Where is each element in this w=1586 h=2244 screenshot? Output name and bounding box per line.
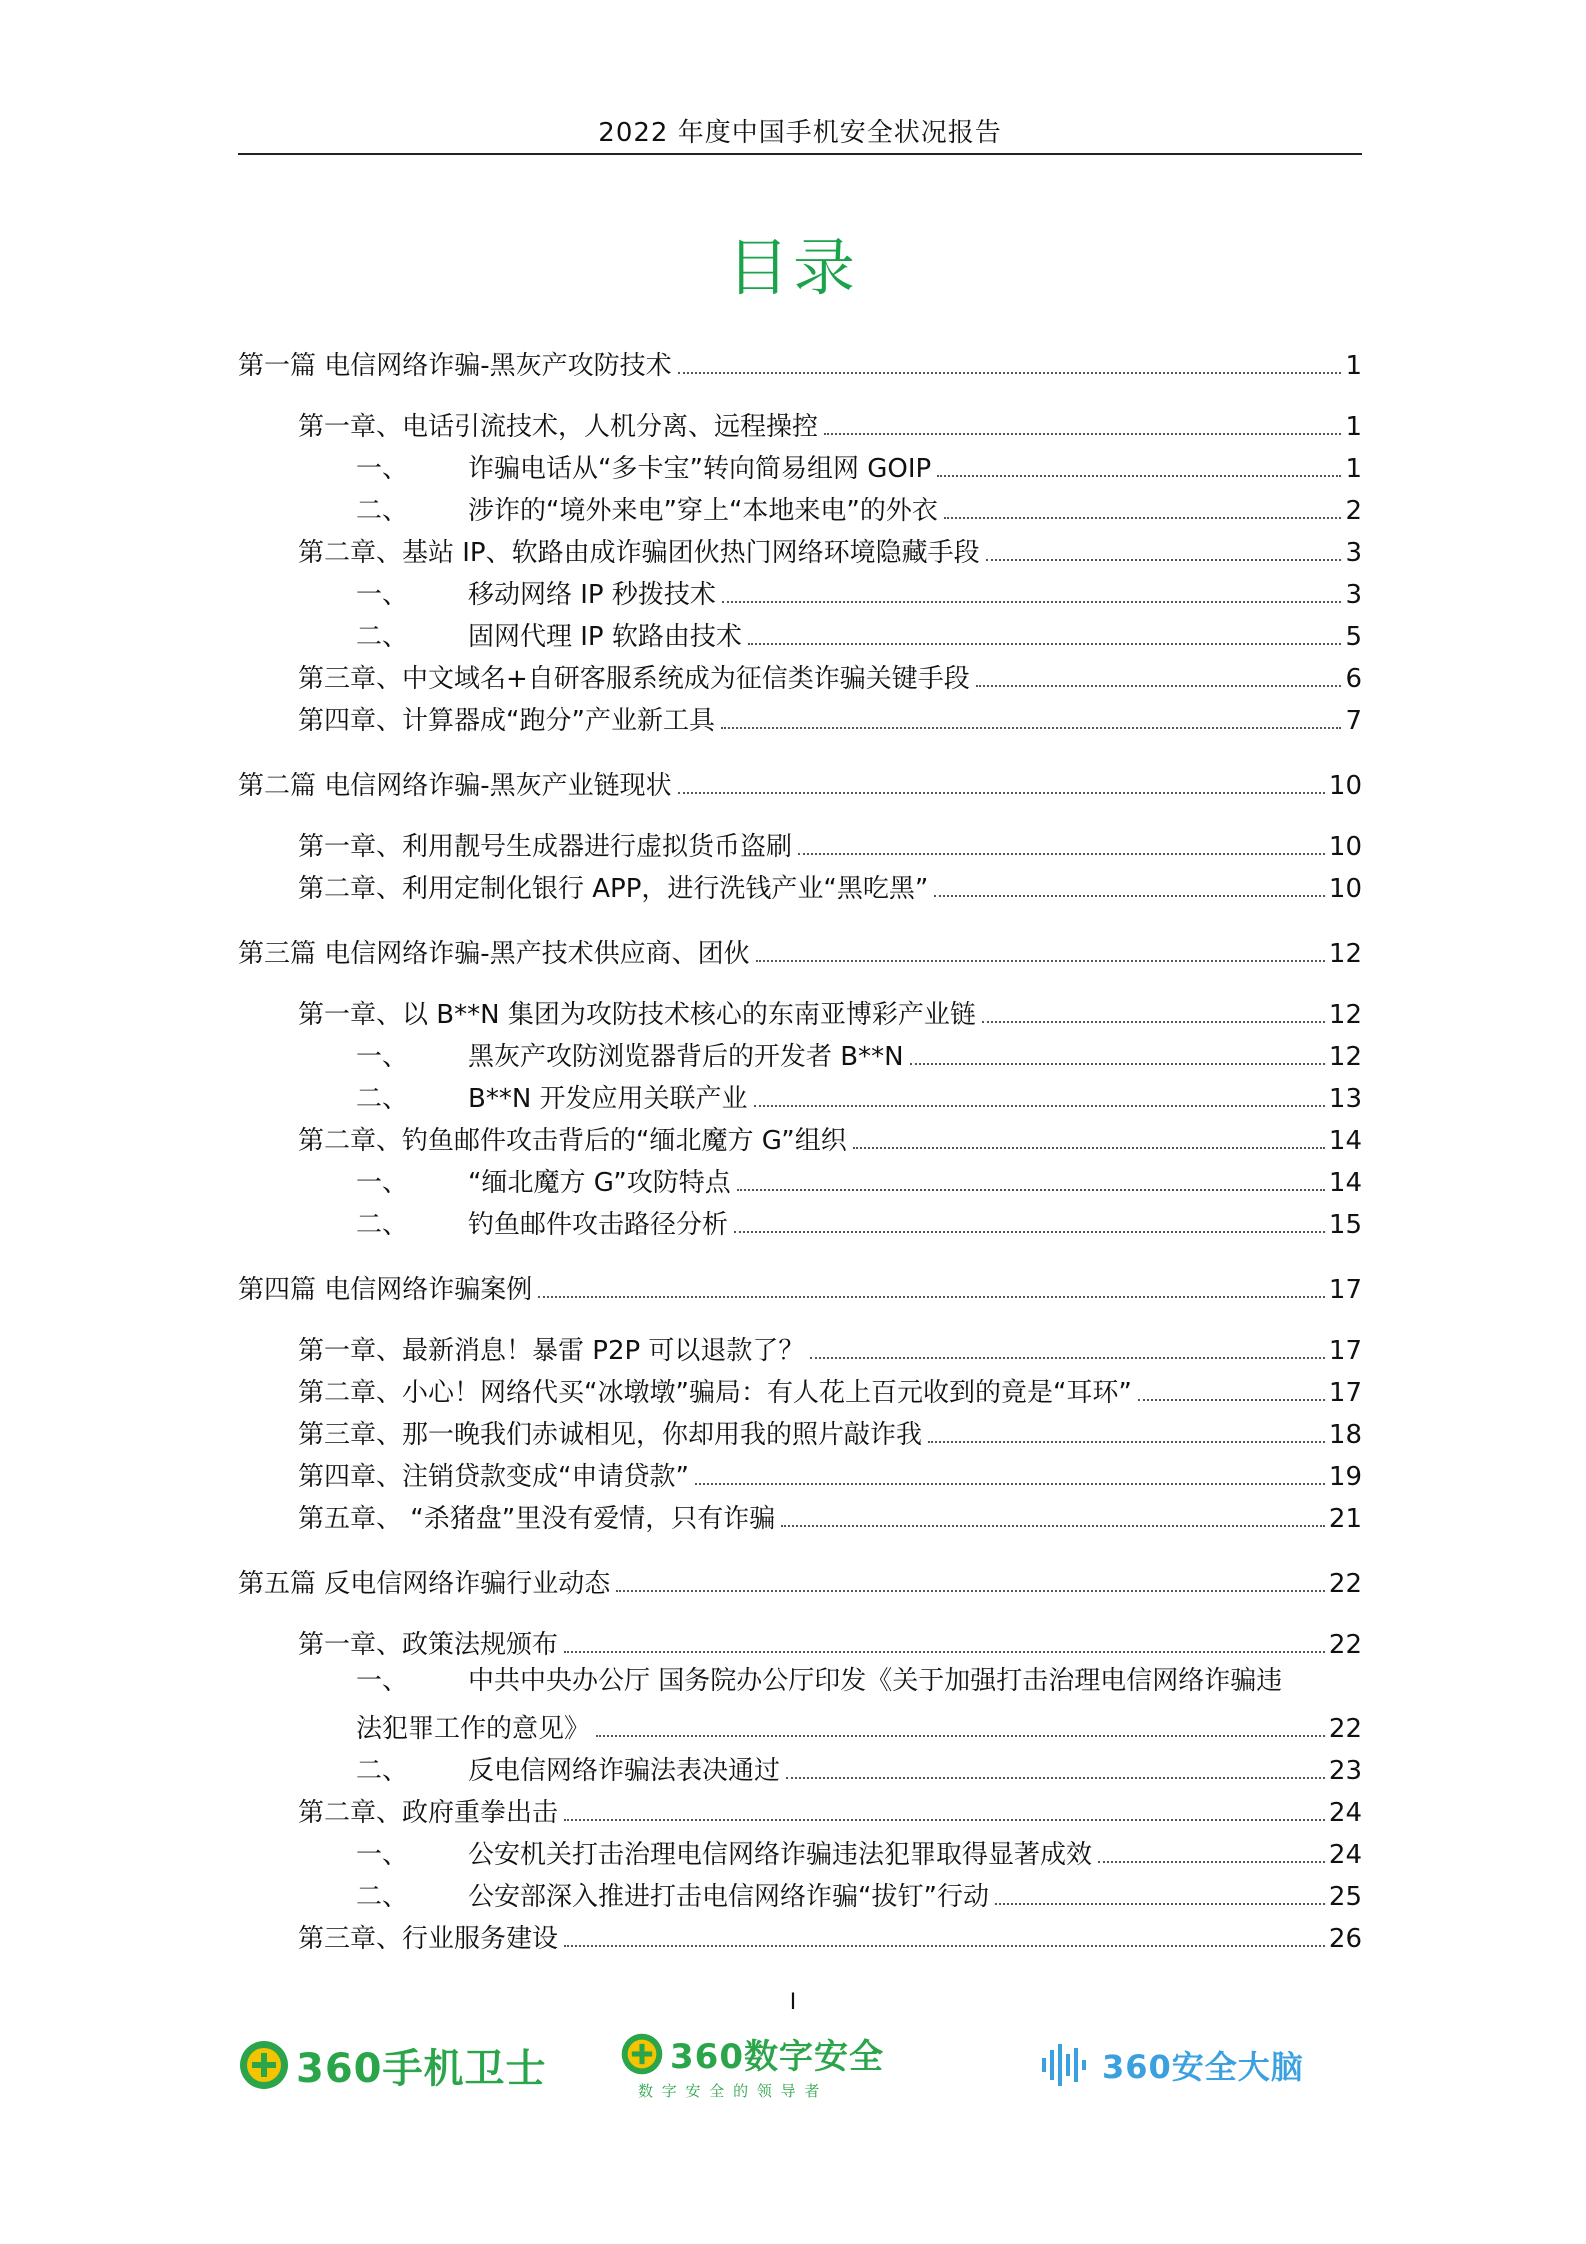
toc-entry-section[interactable]: 二、 涉诈的“境外来电”穿上“本地来电”的外衣 2	[356, 496, 1362, 526]
toc-entry-section[interactable]: 二、 反电信网络诈骗法表决通过 23	[356, 1756, 1362, 1786]
toc-entry-section[interactable]: 一、 “缅北魔方 G”攻防特点 14	[356, 1168, 1362, 1198]
toc-entry-section[interactable]: 二、 固网代理 IP 软路由技术 5	[356, 622, 1362, 652]
sound-wave-icon	[1040, 2040, 1094, 2090]
toc-entry-chapter[interactable]: 第二章、钓鱼邮件攻击背后的“缅北魔方 G”组织 14	[298, 1126, 1362, 1156]
toc-entry-chapter[interactable]: 第三章、那一晚我们赤诚相见，你却用我的照片敲诈我 18	[298, 1420, 1362, 1450]
360-plus-icon	[620, 2032, 664, 2076]
360-plus-icon	[238, 2039, 290, 2091]
toc-entry-section-first-line[interactable]: 一、 中共中央办公厅 国务院办公厅印发《关于加强打击治理电信网络诈骗违	[356, 1666, 1283, 1696]
toc-entry-part[interactable]: 第一篇 电信网络诈骗-黑灰产攻防技术 1	[238, 351, 1362, 381]
toc-entry-chapter[interactable]: 第一章、政策法规颁布 22	[298, 1630, 1362, 1660]
toc-entry-chapter[interactable]: 第一章、以 B**N 集团为攻防技术核心的东南亚博彩产业链 12	[298, 1000, 1362, 1030]
toc-entry-part[interactable]: 第四篇 电信网络诈骗案例 17	[238, 1275, 1362, 1305]
toc-entry-section[interactable]: 二、 公安部深入推进打击电信网络诈骗“拔钉”行动 25	[356, 1882, 1362, 1912]
toc-entry-chapter[interactable]: 第二章、小心！网络代买“冰墩墩”骗局：有人花上百元收到的竟是“耳环” 17	[298, 1378, 1362, 1408]
toc-entry-chapter[interactable]: 第四章、计算器成“跑分”产业新工具 7	[298, 706, 1362, 736]
toc-entry-chapter[interactable]: 第四章、注销贷款变成“申请贷款” 19	[298, 1462, 1362, 1492]
logo-360-security-brain: 360安全大脑	[1040, 2030, 1304, 2100]
toc-entry-chapter[interactable]: 第一章、电话引流技术，人机分离、远程操控 1	[298, 412, 1362, 442]
toc-entry-section[interactable]: 二、 B**N 开发应用关联产业 13	[356, 1084, 1362, 1114]
toc-entry-section[interactable]: 一、 移动网络 IP 秒拨技术 3	[356, 580, 1362, 610]
logo-360-digital-security: 360数字安全 数 字 安 全 的 领 导 者	[620, 2030, 884, 2100]
toc-entry-section[interactable]: 一、 诈骗电话从“多卡宝”转向简易组网 GOIP 1	[356, 454, 1362, 484]
toc-entry-chapter[interactable]: 第三章、行业服务建设 26	[298, 1924, 1362, 1954]
toc-entry-part[interactable]: 第三篇 电信网络诈骗-黑产技术供应商、团伙 12	[238, 939, 1362, 969]
toc-entry-chapter[interactable]: 第二章、基站 IP、软路由成诈骗团伙热门网络环境隐藏手段 3	[298, 538, 1362, 568]
toc-entry-chapter[interactable]: 第一章、最新消息！暴雷 P2P 可以退款了？ 17	[298, 1336, 1362, 1366]
report-header: 2022 年度中国手机安全状况报告	[598, 118, 1002, 148]
toc-entry-chapter[interactable]: 第二章、政府重拳出击 24	[298, 1798, 1362, 1828]
logo-360-mobile-guard: 360手机卫士	[238, 2030, 547, 2100]
toc-entry-section[interactable]: 一、 黑灰产攻防浏览器背后的开发者 B**N 12	[356, 1042, 1362, 1072]
toc-entry-chapter[interactable]: 第三章、中文域名+自研客服系统成为征信类诈骗关键手段 6	[298, 664, 1362, 694]
page-number: I	[789, 1990, 797, 2015]
header-divider	[238, 153, 1362, 155]
toc-entry-chapter[interactable]: 第五章、 “杀猪盘”里没有爱情，只有诈骗 21	[298, 1504, 1362, 1534]
toc-entry-chapter[interactable]: 第一章、利用靓号生成器进行虚拟货币盗刷 10	[298, 832, 1362, 862]
toc-entry-part[interactable]: 第二篇 电信网络诈骗-黑灰产业链现状 10	[238, 771, 1362, 801]
logo-tagline: 数 字 安 全 的 领 导 者	[638, 2082, 822, 2100]
toc-entry-part[interactable]: 第五篇 反电信网络诈骗行业动态 22	[238, 1569, 1362, 1599]
toc-entry-chapter[interactable]: 第二章、利用定制化银行 APP，进行洗钱产业“黑吃黑” 10	[298, 874, 1362, 904]
toc-entry-section[interactable]: 二、 钓鱼邮件攻击路径分析 15	[356, 1210, 1362, 1240]
toc-title: 目录	[726, 231, 859, 304]
toc-entry-section-continuation[interactable]: 法犯罪工作的意见》 22	[356, 1714, 1362, 1744]
toc-entry-section[interactable]: 一、 公安机关打击治理电信网络诈骗违法犯罪取得显著成效 24	[356, 1840, 1362, 1870]
